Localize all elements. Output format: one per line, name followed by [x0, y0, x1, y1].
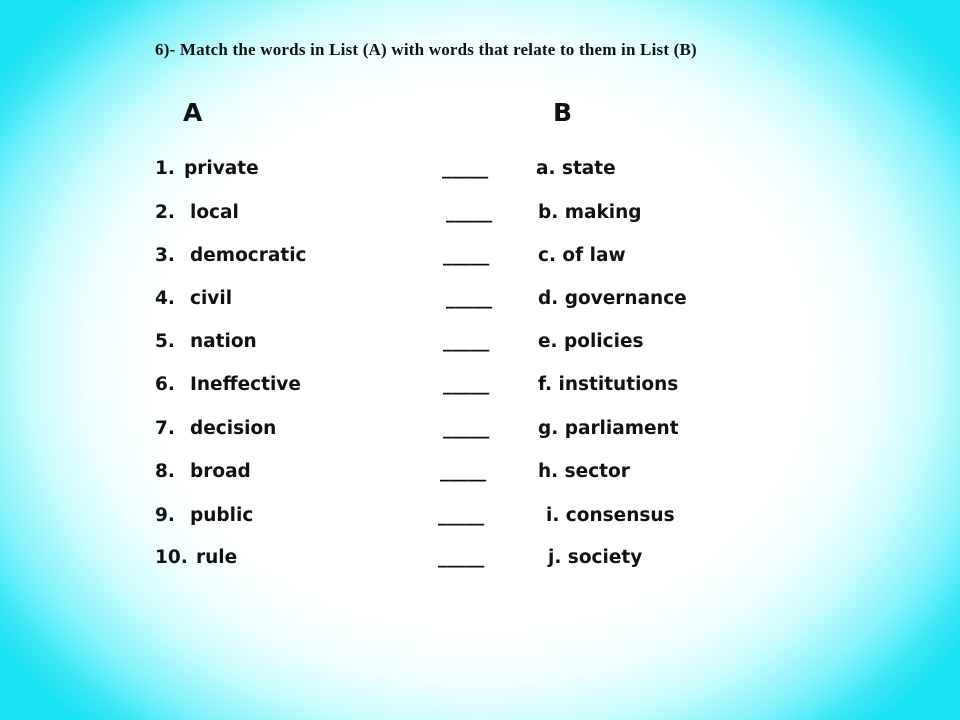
list-a-word: nation [190, 331, 257, 352]
row-number: 10. [155, 547, 188, 568]
answer-blank: _____ [443, 331, 490, 352]
row-number: 8. [155, 461, 175, 482]
answer-blank: _____ [440, 461, 487, 482]
row-number: 9. [155, 505, 175, 526]
answer-blank: _____ [443, 245, 490, 266]
row-number: 4. [155, 288, 175, 309]
answer-blank: _____ [446, 288, 493, 309]
list-b-word: a. state [536, 158, 616, 179]
list-a-word: rule [196, 547, 238, 568]
list-row [0, 245, 960, 275]
list-a-word: broad [190, 461, 251, 482]
list-a-word: Ineffective [190, 374, 301, 395]
row-number: 1. [155, 158, 175, 179]
list-a-word: civil [190, 288, 233, 309]
list-a-word: local [190, 202, 239, 223]
list-b-word: f. institutions [538, 374, 679, 395]
column-header-b: B [553, 98, 573, 127]
answer-blank: _____ [443, 418, 490, 439]
list-b-word: d. governance [538, 288, 687, 309]
list-row [0, 505, 960, 535]
list-row [0, 158, 960, 188]
list-a-word: decision [190, 418, 277, 439]
row-number: 5. [155, 331, 175, 352]
answer-blank: _____ [446, 202, 493, 223]
list-row [0, 202, 960, 232]
answer-blank: _____ [442, 158, 489, 179]
list-a-word: democratic [190, 245, 307, 266]
list-b-word: e. policies [538, 331, 644, 352]
answer-blank: _____ [438, 505, 485, 526]
column-header-a: A [183, 98, 203, 127]
list-row [0, 374, 960, 404]
list-b-word: b. making [538, 202, 642, 223]
list-b-word: j. society [548, 547, 643, 568]
list-row [0, 461, 960, 491]
list-row [0, 331, 960, 361]
list-row [0, 547, 960, 577]
list-b-word: h. sector [538, 461, 630, 482]
list-row [0, 288, 960, 318]
row-number: 6. [155, 374, 175, 395]
row-number: 3. [155, 245, 175, 266]
answer-blank: _____ [443, 374, 490, 395]
answer-blank: _____ [438, 547, 485, 568]
list-b-word: g. parliament [538, 418, 679, 439]
list-a-word: public [190, 505, 254, 526]
list-b-word: c. of law [538, 245, 626, 266]
question-text: 6)- Match the words in List (A) with words that relate to them in List (B) [155, 40, 697, 59]
row-number: 7. [155, 418, 175, 439]
list-row [0, 418, 960, 448]
row-number: 2. [155, 202, 175, 223]
list-a-word: private [184, 158, 259, 179]
list-b-word: i. consensus [546, 505, 675, 526]
